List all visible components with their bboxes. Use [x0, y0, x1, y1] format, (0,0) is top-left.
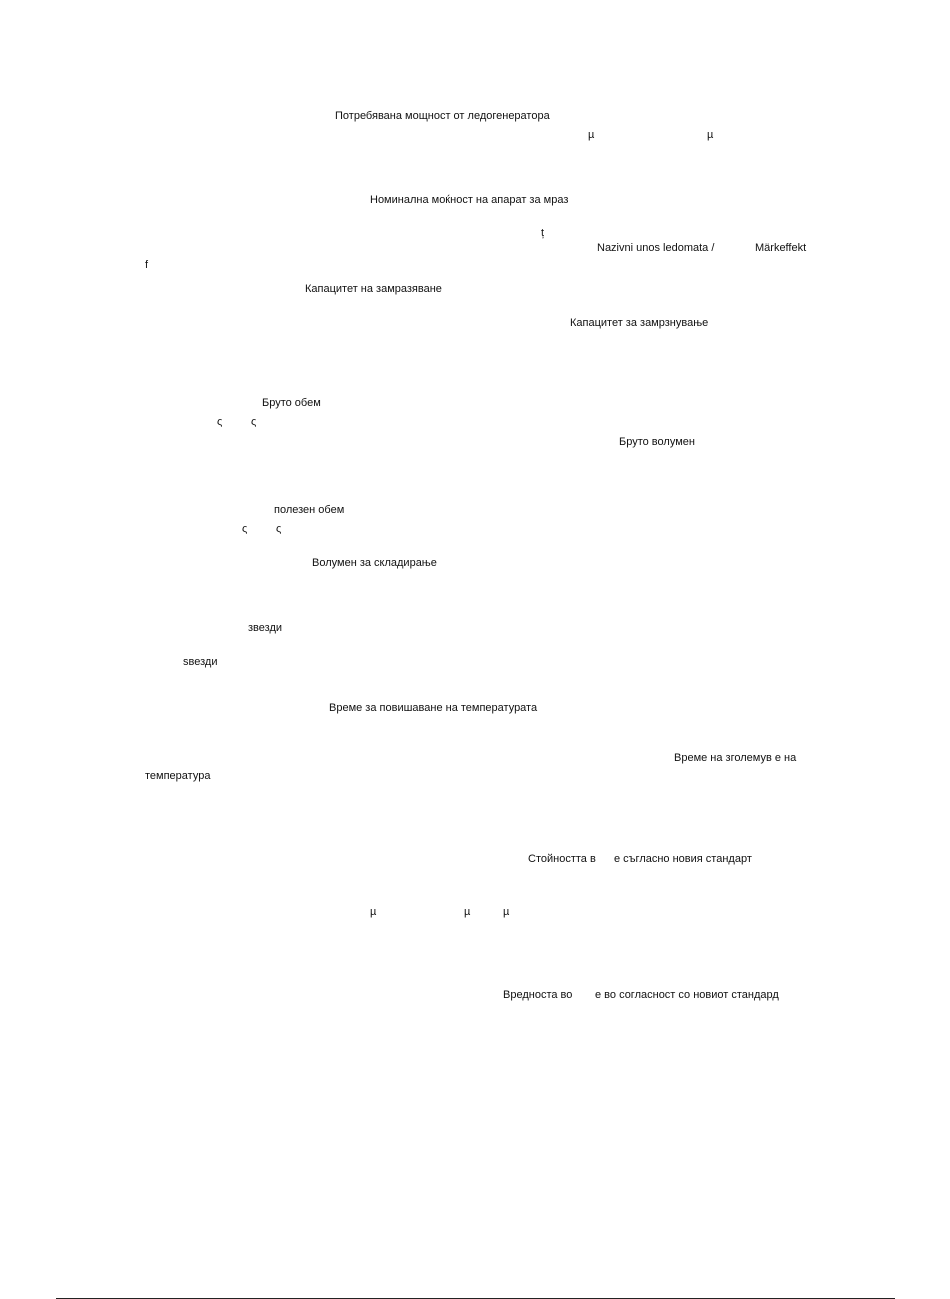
- t-cedilla-char: ț: [541, 227, 545, 239]
- sigma-char: ς: [242, 523, 248, 535]
- useful-volume-bg-label: полезен обем: [274, 504, 345, 516]
- f-char: f: [145, 259, 149, 271]
- temperature-rise-time-mk-label: Време на зголемув е на: [674, 752, 797, 764]
- mu-symbol: µ: [464, 906, 471, 918]
- ice-maker-rated-power-mk-label: Номинална моќност на апарат за мраз: [370, 194, 569, 206]
- mu-symbol: µ: [707, 129, 714, 141]
- sigma-char: ς: [276, 523, 282, 535]
- temperature-mk-label: температура: [145, 770, 211, 782]
- mu-symbol: µ: [370, 906, 377, 918]
- gross-volume-bg-label: Бруто обем: [262, 397, 321, 409]
- sigma-char: ς: [217, 416, 223, 428]
- stars-bg-label: звезди: [248, 622, 283, 634]
- standard-note-mk-part2: е во согласност со новиот стандард: [595, 989, 779, 1001]
- temperature-rise-time-bg-label: Време за повишаване на температурата: [329, 702, 538, 714]
- storage-volume-mk-label: Волумен за складирање: [312, 557, 437, 569]
- rated-power-sv-label: Märkeffekt: [755, 242, 807, 254]
- ice-maker-rated-input-hr-label: Nazivni unos ledomata /: [597, 242, 715, 254]
- standard-note-bg-part1: Стойността в: [528, 853, 596, 865]
- sigma-char: ς: [251, 416, 257, 428]
- mu-symbol: µ: [588, 129, 595, 141]
- freezing-capacity-bg-label: Капацитет на замразяване: [305, 283, 442, 295]
- stars-mk-label: ѕвезди: [183, 656, 218, 668]
- freezing-capacity-mk-label: Капацитет за замрзнување: [570, 317, 709, 329]
- mu-symbol: µ: [503, 906, 510, 918]
- standard-note-mk-part1: Вредноста во: [503, 989, 573, 1001]
- standard-note-bg-part2: е съгласно новия стандарт: [614, 853, 752, 865]
- gross-volume-mk-label: Бруто волумен: [619, 436, 695, 448]
- ice-maker-power-bg-label: Потребявана мощност от ледогенератора: [335, 110, 550, 122]
